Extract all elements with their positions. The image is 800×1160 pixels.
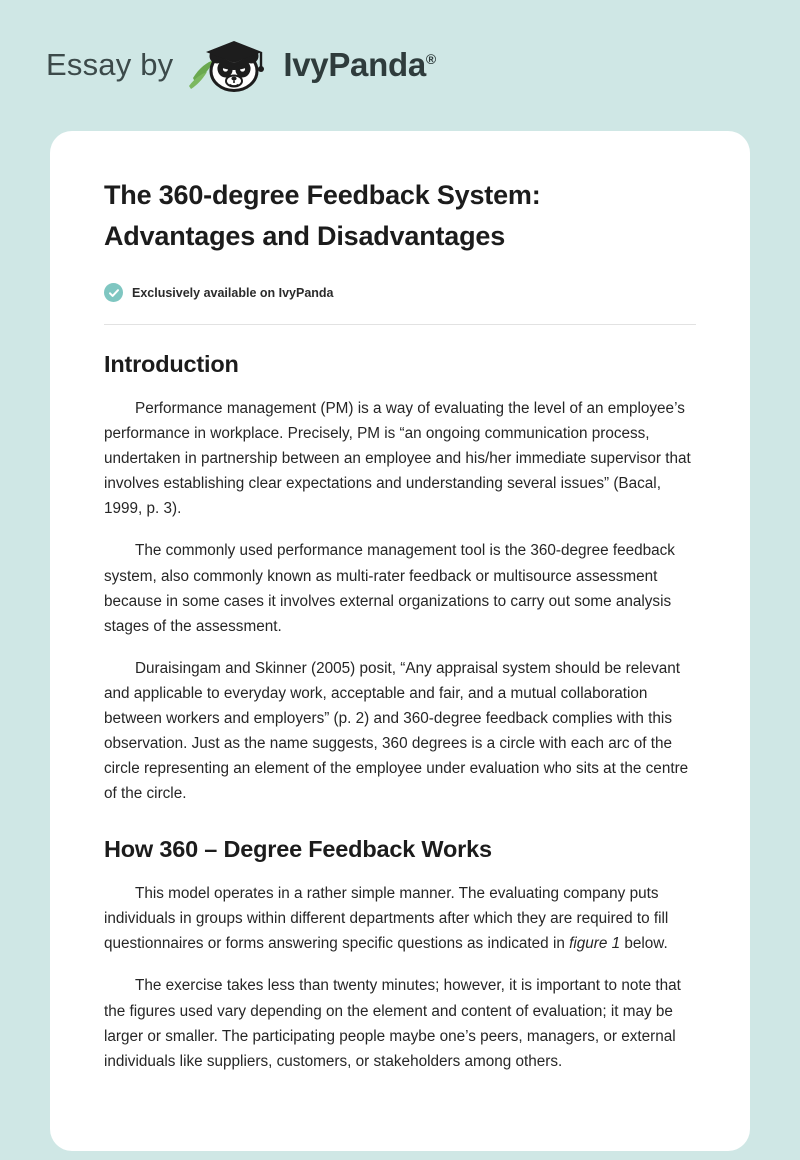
paragraph: This model operates in a rather simple manner. The evaluating company puts individuals in groups within different departments after which they are required to fill questionnaires or forms answering specific questions as indicated in figure 1 below. [104,885,669,953]
paragraph: The commonly used performance management tool is the 360-degree feedback system, also commonly known as multi-rater feedback or multisource assessment because in some cases it involves external organizations to carry out some analysis stages of the assessment. [104,542,675,635]
check-circle-icon [104,283,123,302]
registered-mark: ® [425,51,436,67]
essay-by-label: Essay by [46,47,174,82]
panda-graduate-icon [187,34,279,96]
divider [104,324,696,325]
paragraph: The exercise takes less than twenty minutes; however, it is important to note that the figures used vary depending on the element and content of evaluation; it may be larger or smaller. The participating people maybe one’s peers, managers, or external individuals like suppliers, customers, or stakeholders among others. [104,977,681,1070]
exclusive-availability-badge [104,283,696,302]
brand-name-text: IvyPanda [283,46,426,83]
exclusive-availability-label: Exclusively available on IvyPanda [132,285,334,300]
paragraph: Duraisingam and Skinner (2005) posit, “Any appraisal system should be relevant and applicable to everyday work, acceptable and fair, and a mutual collaboration between workers and employers” (p. 2) and 360-degree feedback complies with this observation. Just as the name suggests, 360 degrees is a circle with each arc of the circle representing an element of the employee under evaluation who sits at the centre of the circle. [104,659,689,803]
brand-logo [187,34,436,96]
page-title: The 360-degree Feedback System: Advantages and Disadvantages [104,180,541,252]
section-heading-how-it-works: How 360 – Degree Feedback Works [104,836,492,863]
site-brand [0,0,800,92]
brand-name [283,46,436,84]
document-card [50,131,750,1151]
paragraph: Performance management (PM) is a way of evaluating the level of an employee’s performance in workplace. Precisely, PM is “an ongoing communication process, undertaken in partnership between an employee and his/her immediate supervisor that involves establishing clear expectations and understanding several issues” (Bacal, 1999, p. 3). [104,400,691,518]
section-heading-introduction: Introduction [104,351,239,378]
